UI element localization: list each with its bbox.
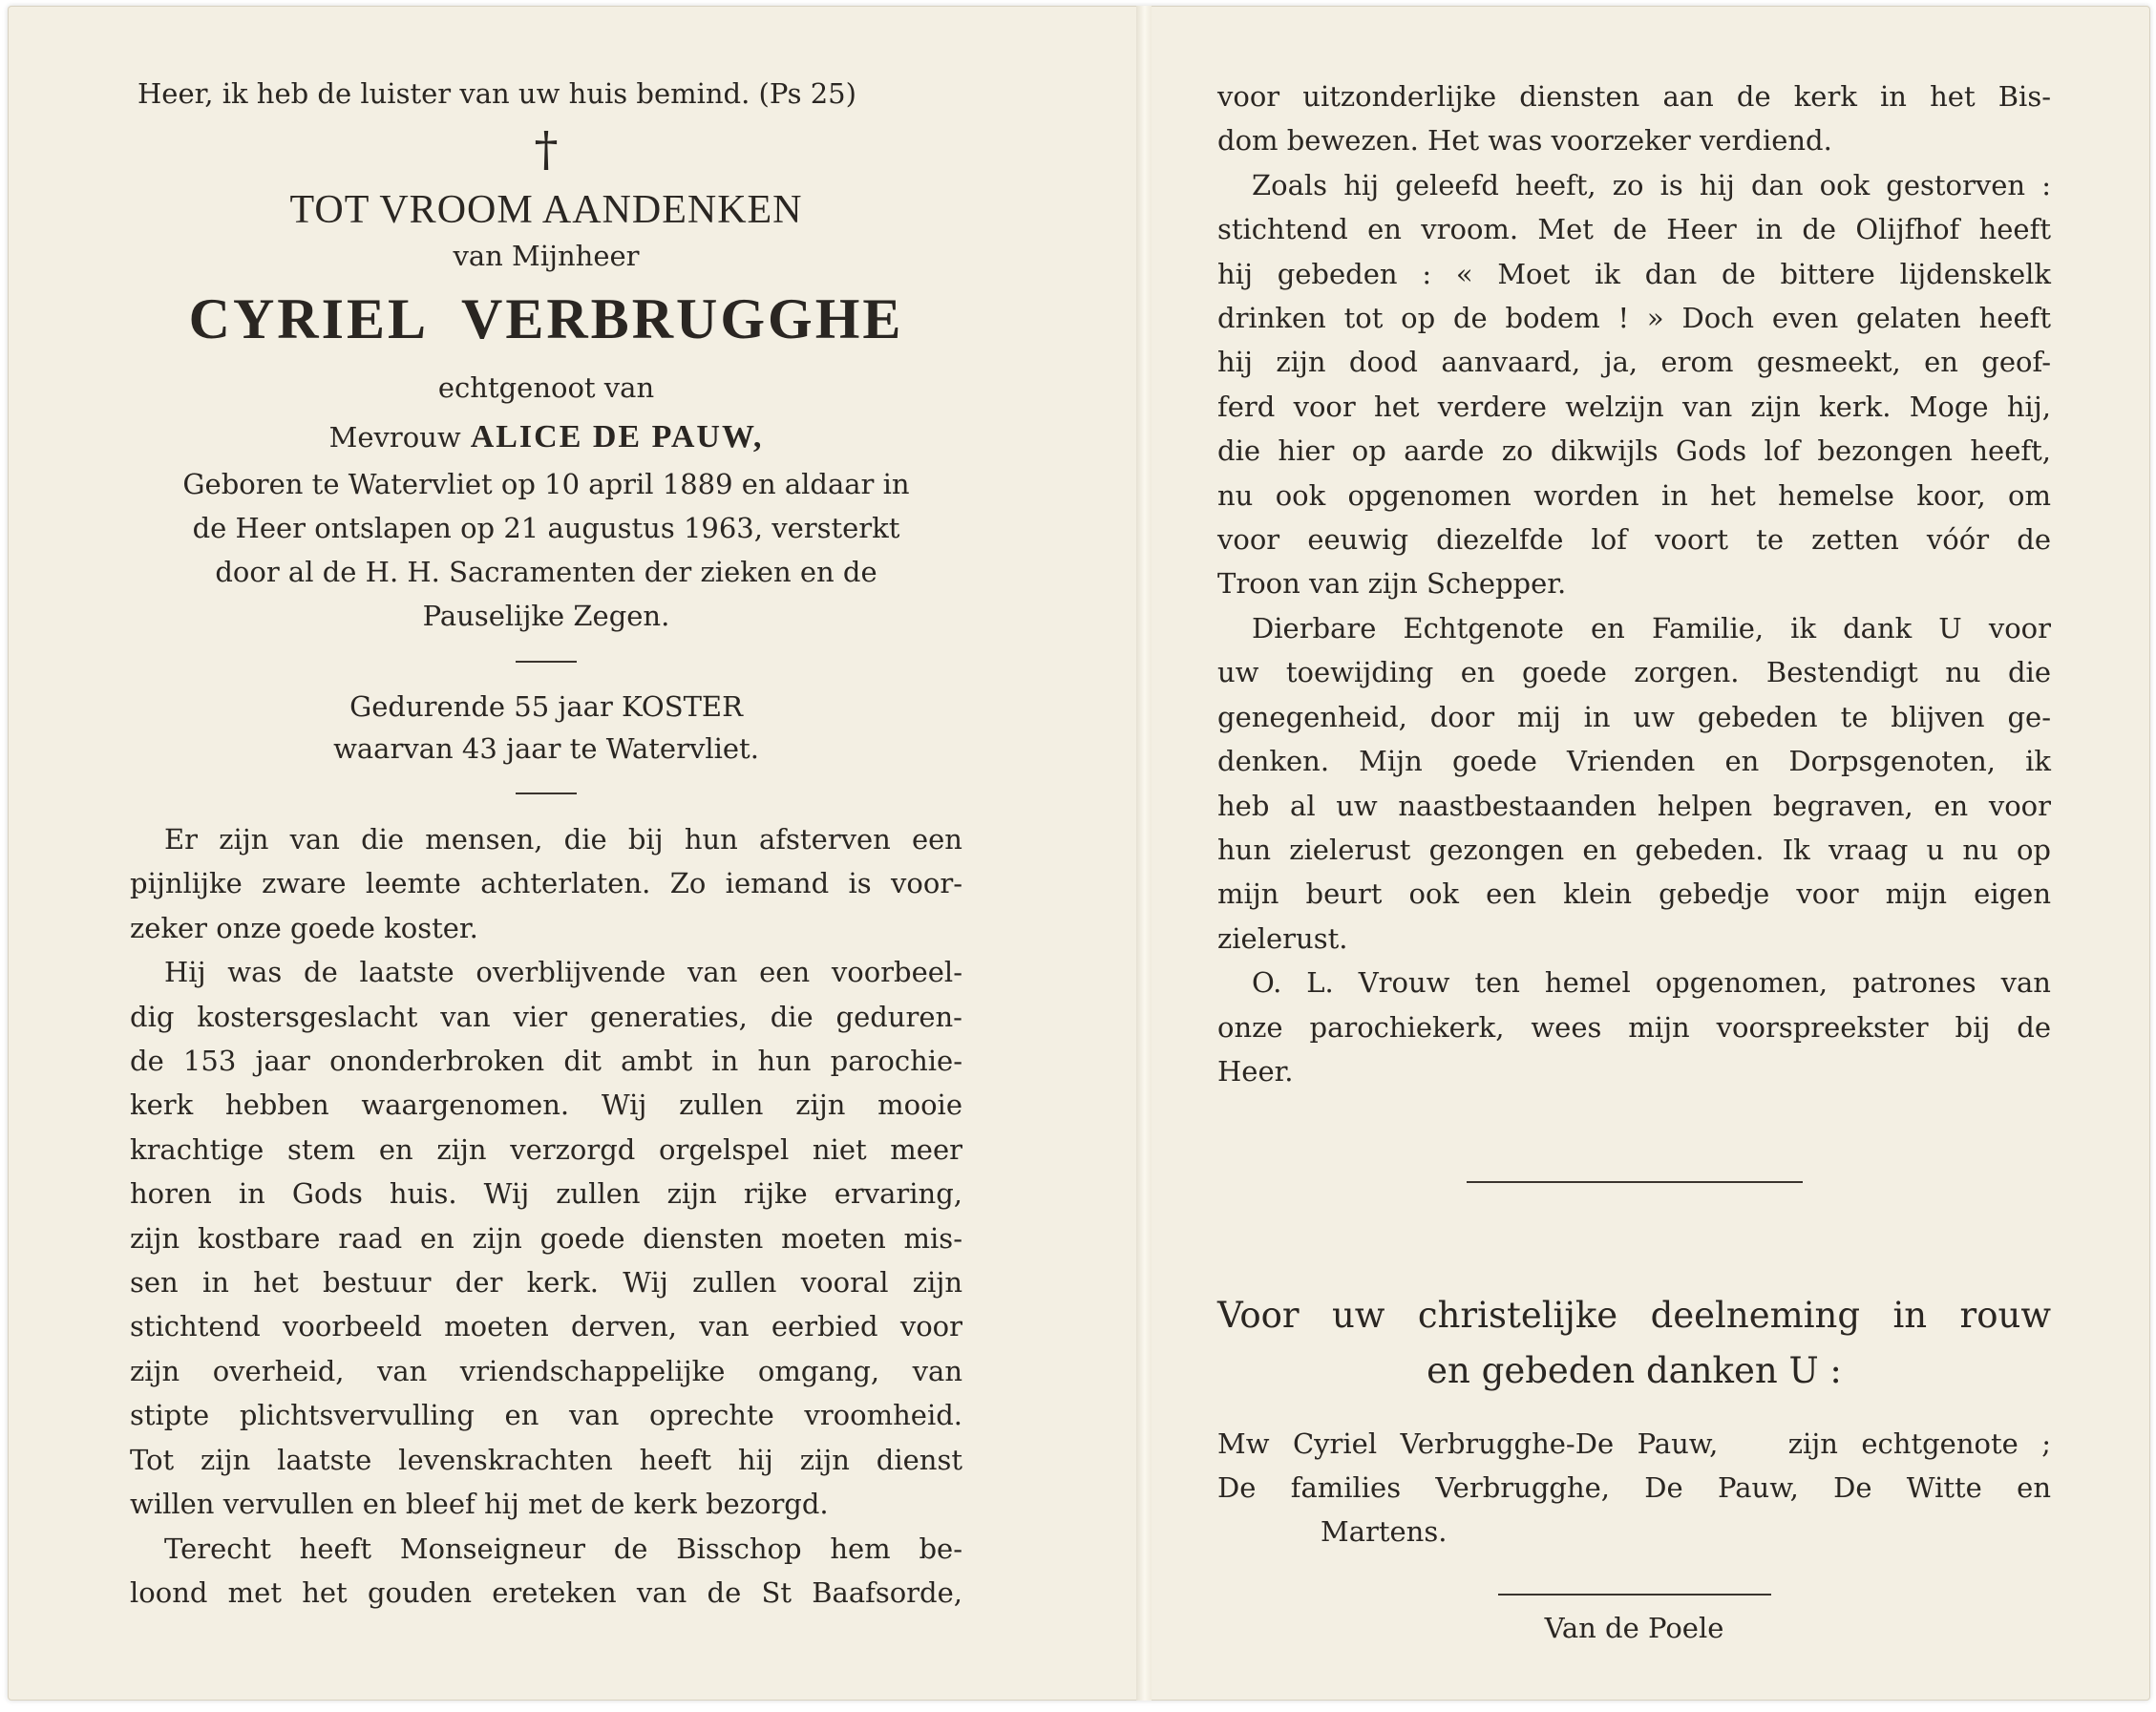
text-line: voor uitzonderlijke diensten aan de kerk in het Bis- [1217,80,2051,113]
deceased-name [130,279,962,359]
koster-line: waarvan 43 jaar te Watervliet. [333,732,759,765]
thanks-line: Voor uw christelijke deelneming in rouw [1217,1295,2051,1337]
text-line: zijn kostbare raad en zijn goede diensten moeten mis- [130,1221,962,1255]
text-line: hij zijn dood aanvaard, ja, erom gesmeekt, en geof- [1217,346,2051,379]
family-line: Martens. [1321,1515,1448,1549]
divider [516,793,577,794]
text-line: sen in het bestuur der kerk. Wij zullen vooral zijn [130,1266,962,1300]
divider [516,661,577,663]
spouse-line [130,414,962,460]
text-line: mijn beurt ook een klein gebedje voor mijn eigen [1217,877,2051,911]
thanks-text [1217,1288,2051,1399]
text-line: die hier op aarde zo dikwijls Gods lof bezongen heeft, [1217,434,2051,468]
text-line: krachtige stem en zijn verzorgd orgelspel niet meer [130,1132,962,1166]
card-fold [1136,6,1152,1701]
text-line: nu ook opgenomen worden in het hemelse koor, om [1217,478,2051,512]
text-line: kerk hebben waargenomen. Wij zullen zijn mooie [130,1088,962,1122]
memorial-heading: TOT VROOM AANDENKEN [289,188,803,232]
text-line: ferd voor het verdere welzijn van zijn kerk. Moge hij, [1217,390,2051,423]
koster-info [130,686,962,770]
deceased-last-name: VERBRUGGHE [461,287,904,350]
family-list [1217,1422,2051,1553]
text-line: zeker onze goede koster. [130,911,478,944]
text-line: horen in Gods huis. Wij zullen zijn rijke ervaring, [130,1177,962,1211]
birth-death-details [130,462,962,638]
text-line: zijn overheid, van vriendschappelijke omgang, van [130,1354,962,1387]
text-line: Zoals hij geleefd heeft, zo is hij dan ook gestorven : [1252,168,2051,201]
text-line: loond met het gouden ereteken van de St Baafsorde, [130,1575,962,1609]
text-line: voor eeuwig diezelfde lof voort te zetten vóór de [1217,523,2051,557]
van-mijnheer: van Mijnheer [453,240,640,272]
psalm-quote: Heer, ik heb de luister van uw huis bemind. (Ps 25) [137,77,856,110]
printer-name: Van de Poele [1544,1612,1724,1645]
memorial-card [8,6,2150,1701]
mevrouw-label: Mevrouw [328,421,461,454]
text-line: dom bewezen. Het was voorzeker verdiend. [1217,124,1832,158]
eulogy-text [130,817,962,1615]
text-line: Dierbare Echtgenote en Familie, ik dank U voor [1252,611,2051,645]
details-line: door al de H. H. Sacramenten der zieken en de [215,556,877,588]
text-line: pijnlijke zware leemte achterlaten. Zo iemand is voor- [130,867,962,900]
text-line: Terecht heeft Monseigneur de Bisschop hem be- [164,1532,962,1565]
deceased-first-name: CYRIEL [188,287,429,350]
text-line: denken. Mijn goede Vrienden en Dorpsgenoten, ik [1217,745,2051,778]
thanks-line: en gebeden danken U : [1427,1350,1842,1392]
text-line: O. L. Vrouw ten hemel opgenomen, patrones van [1252,966,2051,1000]
family-line: De families Verbrugghe, De Pauw, De Witte en [1217,1471,2051,1505]
details-line: Geboren te Watervliet op 10 april 1889 en aldaar in [182,468,910,500]
text-line: onze parochiekerk, wees mijn voorspreekster bij de [1217,1010,2051,1044]
text-line: Tot zijn laatste levenskrachten heeft hij zijn dienst [130,1443,962,1476]
eulogy-text-continued [1217,74,2051,1093]
right-panel [1217,74,2051,1649]
text-line: willen vervullen en bleef hij met de kerk bezorgd. [130,1488,829,1521]
koster-line: Gedurende 55 jaar KOSTER [349,690,743,723]
left-panel [130,74,962,1615]
text-line: hij gebeden : « Moet ik dan de bittere lijdenskelk [1217,257,2051,290]
echtgenoot-van: echtgenoot van [437,371,655,404]
text-line: stichtend en vroom. Met de Heer in de Olijfhof heeft [1217,213,2051,246]
text-line: stichtend voorbeeld moeten derven, van eerbied voor [130,1310,962,1343]
text-line: genegenheid, door mij in uw gebeden te blijven ge- [1217,700,2051,733]
spouse-name: ALICE DE PAUW, [470,419,764,454]
text-line: drinken tot op de bodem ! » Doch even gelaten heeft [1217,302,2051,335]
family-line: Mw Cyriel Verbrugghe-De Pauw, zijn echtgenote ; [1217,1427,2051,1461]
text-line: dig kostersgeslacht van vier generaties, die geduren- [130,1000,962,1033]
text-line: Troon van zijn Schepper. [1217,567,1567,601]
text-line: de 153 jaar ononderbroken dit ambt in hun parochie- [130,1045,962,1078]
text-line: Er zijn van die mensen, die bij hun afsterven een [164,823,962,856]
text-line: stipte plichtsvervulling en van oprechte vroomheid. [130,1399,962,1432]
text-line: heb al uw naastbestaanden helpen begraven, en voor [1217,789,2051,822]
text-line: Hij was de laatste overblijvende van een voorbeel- [164,956,962,989]
cross-icon: † [534,121,559,177]
text-line: Heer. [1217,1054,1294,1088]
text-line: hun zielerust gezongen en gebeden. Ik vraag u nu op [1217,833,2051,866]
text-line: zielerust. [1217,921,1348,955]
details-line: Pauselijke Zegen. [422,600,670,632]
text-line: uw toewijding en goede zorgen. Bestendigt nu die [1217,656,2051,689]
details-line: de Heer ontslapen op 21 augustus 1963, versterkt [192,512,900,544]
